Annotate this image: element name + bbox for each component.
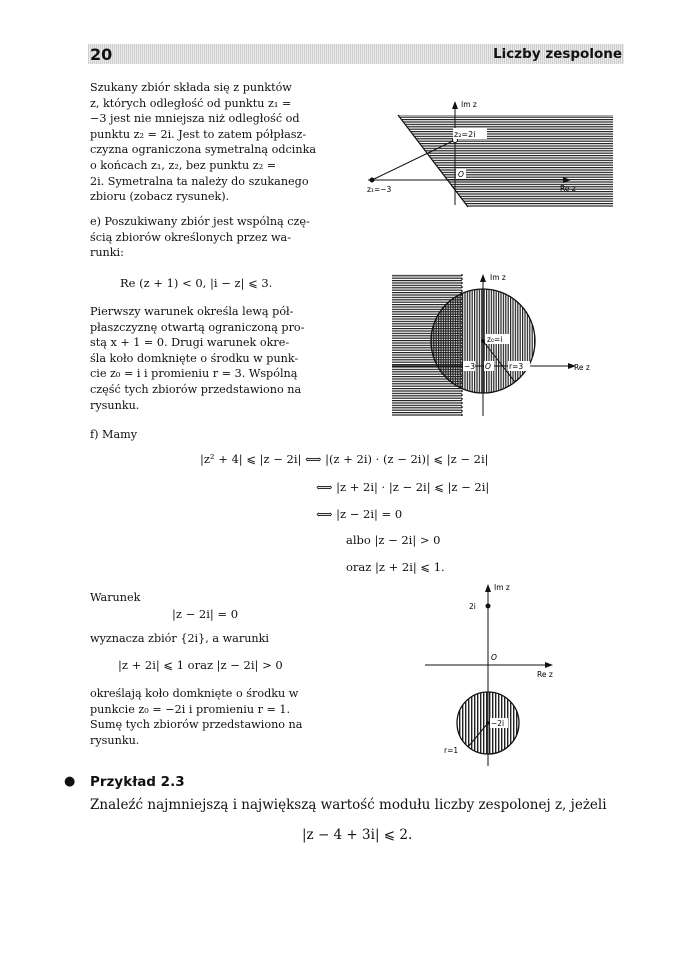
f-line-2: ⟺ |z + 2i| · |z − 2i| ⩽ |z − 2i| xyxy=(316,480,490,494)
label-origin: O xyxy=(485,362,491,371)
label-z2: z₂=2i xyxy=(454,130,476,139)
label-re: Re z xyxy=(560,184,576,193)
figure-point-and-disc xyxy=(420,578,570,768)
figure-half-plane xyxy=(363,95,613,215)
label-origin: O xyxy=(458,170,464,179)
label-z1: z₁=−3 xyxy=(367,185,392,194)
half-plane-region xyxy=(398,115,613,207)
example-text: Znaleźć najmniejszą i największą wartość modułu liczby zespolonej z, jeżeli xyxy=(90,797,607,813)
paragraph-e: e) Poszukiwany zbiór jest wspólną czę- ścią zbiorów określonych przez wa- runki: xyxy=(90,215,310,260)
center-z0 xyxy=(481,339,485,343)
label-minus2i: −2i xyxy=(491,719,505,728)
warunek-label: Warunek xyxy=(90,591,141,604)
page-header xyxy=(88,44,624,64)
paragraph-e2: Pierwszy warunek określa lewą pół- płaszczyznę otwartą ograniczoną pro- stą x + 1 = 0. Drugi warunek okre- śla koło domknięte o środku w punk- cie z₀ = i i promieniu r = 3. Wspólną część tych zbiorów przedstawiono na rysunku. xyxy=(90,305,305,412)
bullet-icon: ● xyxy=(64,774,76,789)
point-2i xyxy=(486,604,491,609)
paragraph-d: Szukany zbiór składa się z punktów z, których odległość od punktu z₁ = −3 jest nie mniejsza niż odległość od punktu z₂ = 2i. Jest to zatem półpłasz- czyzna ograniczona symetralną odcinka o końcach z₁, z₂, bez punktu z₂ = 2i. Symetralna ta należy do szukanego zbioru (zobacz rysunek). xyxy=(90,81,317,204)
formula-e: Re (z + 1) < 0, |i − z| ⩽ 3. xyxy=(120,276,273,290)
f-line-4: albo |z − 2i| > 0 xyxy=(346,533,441,547)
center-minus2i xyxy=(486,721,490,725)
example-formula: |z − 4 + 3i| ⩽ 2. xyxy=(302,827,413,843)
figure-disc-half-plane xyxy=(390,268,600,418)
label-re: Re z xyxy=(574,363,590,372)
part-f-label: f) Mamy xyxy=(90,428,138,441)
y-axis-arrow xyxy=(480,274,486,282)
f-line-3: ⟺ |z − 2i| = 0 xyxy=(316,507,403,521)
label-r3: r=3 xyxy=(509,362,524,371)
page-number: 20 xyxy=(90,45,113,64)
x-axis-arrow xyxy=(545,662,553,668)
label-im: Im z xyxy=(461,100,477,109)
example-title: Przykład 2.3 xyxy=(90,774,185,790)
label-origin: O xyxy=(491,653,497,662)
label-im: Im z xyxy=(494,583,510,592)
label-im: Im z xyxy=(490,273,506,282)
paragraph-f: określają koło domknięte o środku w punkcie z₀ = −2i i promieniu r = 1. Sumę tych zbiorów przedstawiono na rysunku. xyxy=(90,687,303,747)
point-z1 xyxy=(370,178,375,183)
label-re: Re z xyxy=(537,670,553,679)
eq-conditions: |z + 2i| ⩽ 1 oraz |z − 2i| > 0 xyxy=(118,658,283,672)
label-minus3: −3 xyxy=(464,362,476,371)
label-2i: 2i xyxy=(469,602,476,611)
eq-z-minus-2i: |z − 2i| = 0 xyxy=(172,607,239,621)
label-z0: z₀=i xyxy=(487,335,503,344)
wyznacza-text: wyznacza zbiór {2i}, a warunki xyxy=(90,632,269,645)
section-title: Liczby zespolone xyxy=(493,46,622,62)
y-axis-arrow xyxy=(452,101,458,109)
y-axis-arrow xyxy=(485,584,491,592)
f-line-1: |z² + 4| ⩽ |z − 2i| ⟺ |(z + 2i) · (z − 2i)| ⩽ |z − 2i| xyxy=(200,452,489,466)
label-r1: r=1 xyxy=(444,746,459,755)
f-line-5: oraz |z + 2i| ⩽ 1. xyxy=(346,560,445,574)
